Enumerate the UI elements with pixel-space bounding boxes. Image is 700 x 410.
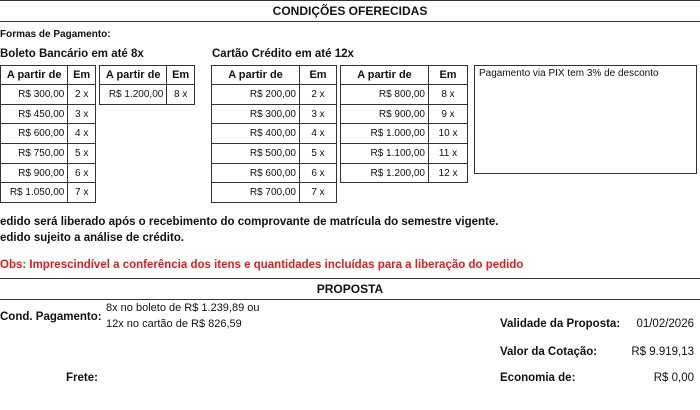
boleto-title: Boleto Bancário em até 8x	[0, 48, 144, 60]
amount-cell: R$ 300,00	[212, 104, 300, 124]
table-row	[341, 144, 468, 164]
table-row	[341, 104, 468, 124]
col-em-header: Em	[167, 66, 195, 85]
installment-cell: 5 x	[300, 144, 337, 164]
amount-cell: R$ 500,00	[212, 144, 300, 164]
amount-cell: R$ 900,00	[341, 104, 429, 124]
installment-cell: 6 x	[68, 163, 96, 183]
amount-cell: R$ 400,00	[212, 124, 300, 144]
installment-cell: 2 x	[68, 85, 96, 105]
payment-condition-label: Cond. Pagamento:	[0, 311, 102, 323]
installment-cell: 3 x	[300, 104, 337, 124]
amount-cell: R$ 700,00	[212, 183, 300, 203]
amount-cell: R$ 900,00	[1, 163, 68, 183]
col-from-header: A partir de	[1, 66, 68, 85]
payment-condition-line-2: 12x no cartão de R$ 826,59	[106, 318, 242, 330]
installment-cell: 5 x	[68, 144, 96, 164]
table-row	[212, 124, 337, 144]
conditions-header: CONDIÇÕES OFERECIDAS	[0, 0, 700, 22]
payment-condition-line-1: 8x no boleto de R$ 1.239,89 ou	[106, 302, 260, 314]
installment-cell: 10 x	[429, 124, 468, 144]
installment-cell: 2 x	[300, 85, 337, 105]
table-row	[1, 163, 96, 183]
table-row	[341, 163, 468, 183]
amount-cell: R$ 600,00	[212, 163, 300, 183]
installment-cell: 3 x	[68, 104, 96, 124]
installment-cell: 4 x	[68, 124, 96, 144]
amount-cell: R$ 800,00	[341, 85, 429, 105]
installment-cell: 8 x	[429, 85, 468, 105]
economy-label: Economia de:	[500, 372, 576, 384]
amount-cell: R$ 1.200,00	[341, 163, 429, 183]
boleto-table-left	[0, 65, 96, 203]
boleto-table-right	[99, 65, 195, 105]
amount-cell: R$ 300,00	[1, 85, 68, 105]
obs-note: Obs: Imprescindível a conferência dos itens e quantidades incluídas para a liberação do pedido	[0, 259, 524, 271]
installment-cell: 9 x	[429, 104, 468, 124]
table-row	[212, 85, 337, 105]
validity-value: 01/02/2026	[636, 318, 694, 330]
col-from-header: A partir de	[212, 66, 300, 85]
table-row	[212, 144, 337, 164]
installment-cell: 7 x	[300, 183, 337, 203]
installment-cell: 8 x	[167, 85, 195, 105]
proposal-header: PROPOSTA	[0, 278, 700, 300]
table-row	[1, 104, 96, 124]
quote-value: R$ 9.919,13	[631, 346, 694, 358]
col-from-header: A partir de	[341, 66, 429, 85]
col-from-header: A partir de	[100, 66, 167, 85]
release-note: edido será liberado após o recebimento do comprovante de matrícula do semestre vigente.	[0, 216, 499, 228]
economy-value: R$ 0,00	[653, 372, 694, 384]
col-em-header: Em	[429, 66, 468, 85]
table-row	[212, 104, 337, 124]
amount-cell: R$ 1.000,00	[341, 124, 429, 144]
table-row	[1, 124, 96, 144]
table-row	[341, 124, 468, 144]
payment-forms-label: Formas de Pagamento:	[0, 29, 111, 40]
table-row	[1, 144, 96, 164]
table-row	[1, 183, 96, 203]
col-em-header: Em	[300, 66, 337, 85]
table-row	[1, 85, 96, 105]
pix-discount-note: Pagamento via PIX tem 3% de desconto	[479, 68, 659, 79]
installment-cell: 11 x	[429, 144, 468, 164]
installment-cell: 12 x	[429, 163, 468, 183]
quote-label: Valor da Cotação:	[500, 346, 598, 358]
credit-note: edido sujeito a análise de crédito.	[0, 232, 185, 244]
table-row	[212, 183, 337, 203]
installment-cell: 4 x	[300, 124, 337, 144]
amount-cell: R$ 200,00	[212, 85, 300, 105]
card-table-right	[340, 65, 468, 183]
table-row	[212, 163, 337, 183]
card-title: Cartão Crédito em até 12x	[212, 48, 354, 60]
validity-label: Validade da Proposta:	[500, 318, 621, 330]
amount-cell: R$ 600,00	[1, 124, 68, 144]
freight-label: Frete:	[66, 372, 98, 384]
table-row	[100, 85, 195, 105]
amount-cell: R$ 750,00	[1, 144, 68, 164]
table-row	[341, 85, 468, 105]
col-em-header: Em	[68, 66, 96, 85]
amount-cell: R$ 450,00	[1, 104, 68, 124]
pix-discount-box	[474, 65, 697, 174]
installment-cell: 6 x	[300, 163, 337, 183]
amount-cell: R$ 1.100,00	[341, 144, 429, 164]
amount-cell: R$ 1.050,00	[1, 183, 68, 203]
amount-cell: R$ 1.200,00	[100, 85, 167, 105]
card-table-left	[211, 65, 337, 203]
installment-cell: 7 x	[68, 183, 96, 203]
